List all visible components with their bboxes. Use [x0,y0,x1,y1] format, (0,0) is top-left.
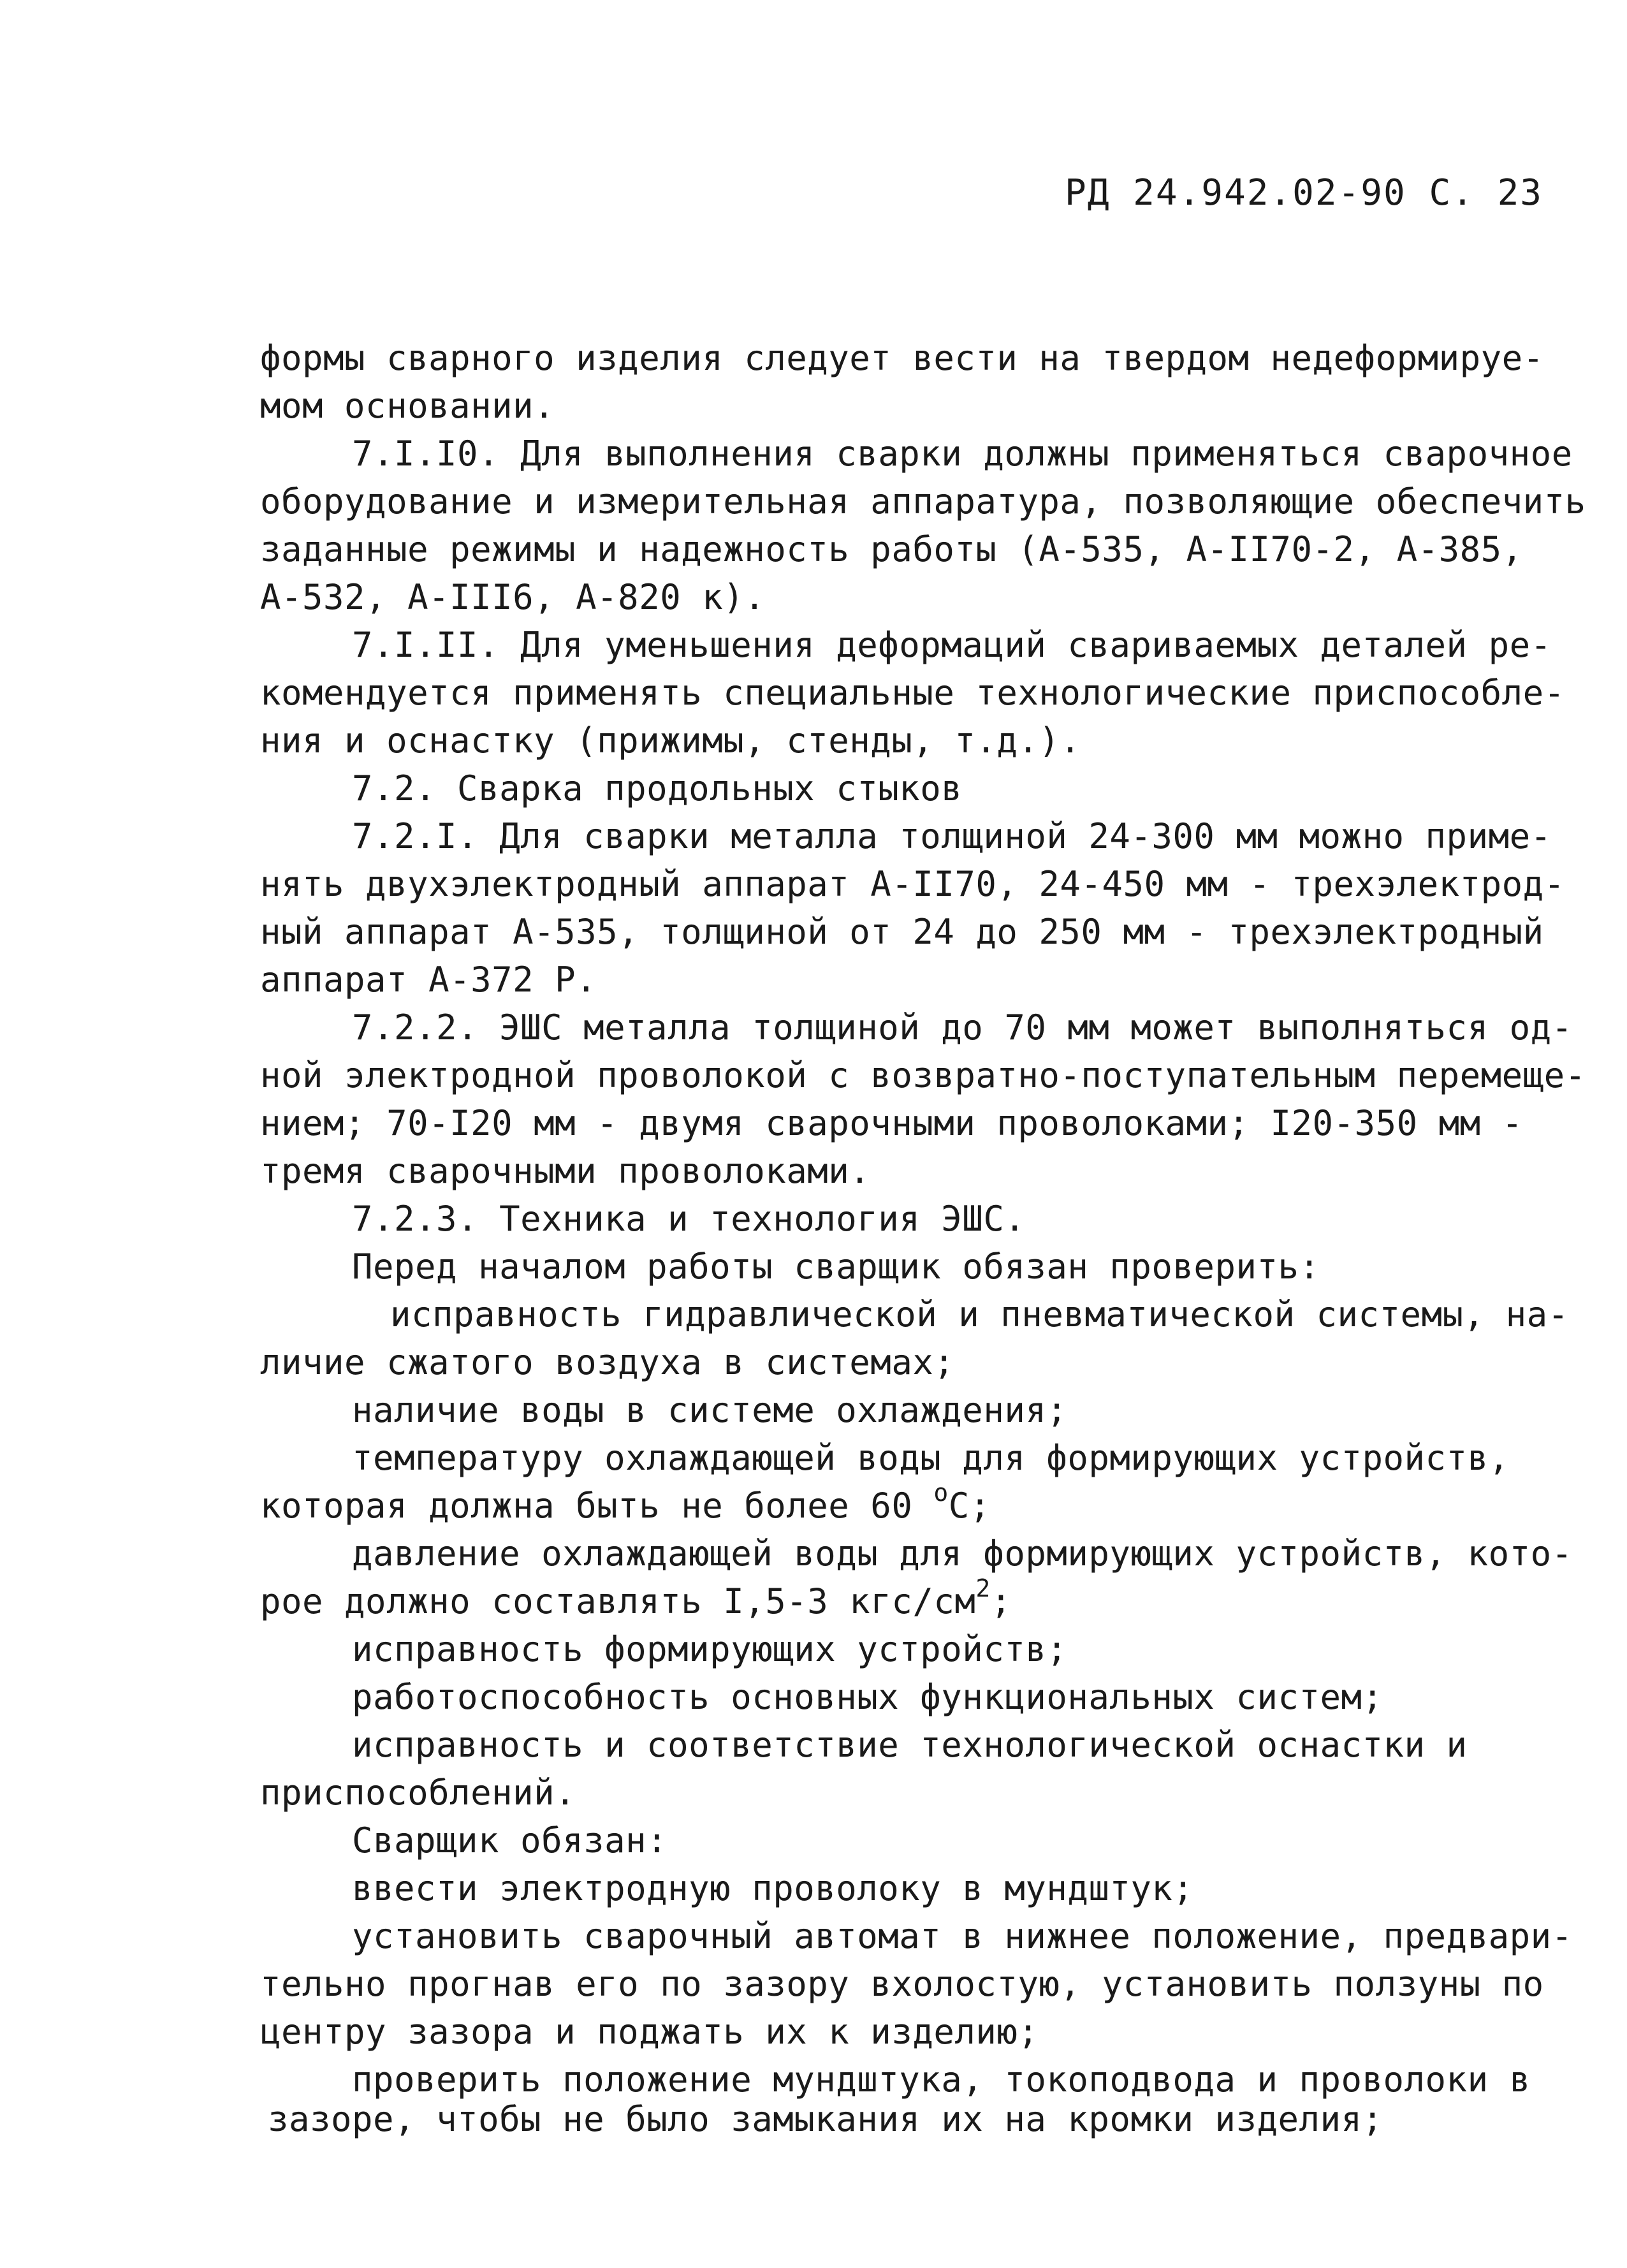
list-item-start: исправность гидравлической и пневматической системы, на- [390,1294,1569,1335]
text-line: ния и оснастку (прижимы, стенды, т.д.). [260,721,1081,761]
text-line: нять двухэлектродный аппарат А-II70, 24-450 мм - трехэлектрод- [260,864,1565,904]
list-item-start: проверить положение мундштука, токоподвода и проволоки в [352,2059,1531,2100]
paragraph-start: 7.2.I. Для сварки металла толщиной 24-300 мм можно приме- [352,816,1552,856]
text-line: мом основании. [260,386,555,426]
paragraph-start: Перед началом работы сварщик обязан проверить: [352,1247,1320,1287]
text-line: центру зазора и поджать их к изделию; [260,2012,1039,2052]
superscript-two: 2 [975,1574,991,1602]
text-line: оборудование и измерительная аппаратура, позволяющие обеспечить [260,481,1586,522]
text-line: А-532, А-III6, А-820 к). [260,577,766,617]
paragraph-start: Сварщик обязан: [352,1820,668,1861]
page-header: РД 24.942.02-90 С. 23 [1065,172,1543,214]
text-line: зазоре, чтобы не было замыкания их на кромки изделия; [268,2099,1383,2139]
paragraph-start: 7.I.I0. Для выполнения сварки должны применяться сварочное [352,434,1573,474]
list-item-start: ввести электродную проволоку в мундштук; [352,1868,1194,1908]
text-span: ; [990,1581,1012,1621]
text-line [260,1574,1012,1621]
paragraph-start: 7.2.3. Техника и технология ЭШС. [352,1199,1026,1239]
text-line [260,1479,991,1526]
text-line: ный аппарат А-535, толщиной от 24 до 250 мм - трехэлектродный [260,912,1544,952]
list-item-start: наличие воды в системе охлаждения; [352,1390,1068,1430]
text-line: приспособлений. [260,1773,576,1813]
section-heading: 7.2. Сварка продольных стыков [352,768,963,808]
list-item-start: температуру охлаждающей воды для формирующих устройств, [352,1438,1510,1478]
list-item-start: установить сварочный автомат в нижнее положение, предвари- [352,1916,1573,1956]
text-line: личие сжатого воздуха в системах; [260,1342,955,1382]
list-item-start: давление охлаждающей воды для формирующих устройств, кото- [352,1533,1573,1574]
text-line: аппарат А-372 Р. [260,960,597,1000]
text-line: нием; 70-I20 мм - двумя сварочными проволоками; I20-350 мм - [260,1103,1523,1143]
paragraph-start: 7.I.II. Для уменьшения деформаций свариваемых деталей ре- [352,625,1552,665]
degree-sign: o [933,1479,949,1507]
text-span: которая должна быть не более 60 [260,1486,913,1526]
text-line: тремя сварочными проволоками. [260,1151,871,1191]
text-line: тельно прогнав его по зазору вхолостую, установить ползуны по [260,1964,1544,2004]
text-line: заданные режимы и надежность работы (А-535, А-II70-2, А-385, [260,529,1523,569]
paragraph-start: 7.2.2. ЭШС металла толщиной до 70 мм может выполняться од- [352,1007,1573,1048]
text-line: ной электродной проволокой с возвратно-поступательным перемеще- [260,1055,1586,1095]
text-line: комендуется применять специальные технологические приспособле- [260,673,1565,713]
list-item-start: работоспособность основных функциональных систем; [352,1677,1383,1717]
list-item-start: исправность формирующих устройств; [352,1629,1068,1669]
text-span: C; [948,1486,991,1526]
text-span: рое должно составлять I,5-3 кгс/см [260,1581,976,1621]
list-item-start: исправность и соответствие технологической оснастки и [352,1725,1468,1765]
text-line: формы сварного изделия следует вести на твердом недеформируе- [260,338,1544,378]
